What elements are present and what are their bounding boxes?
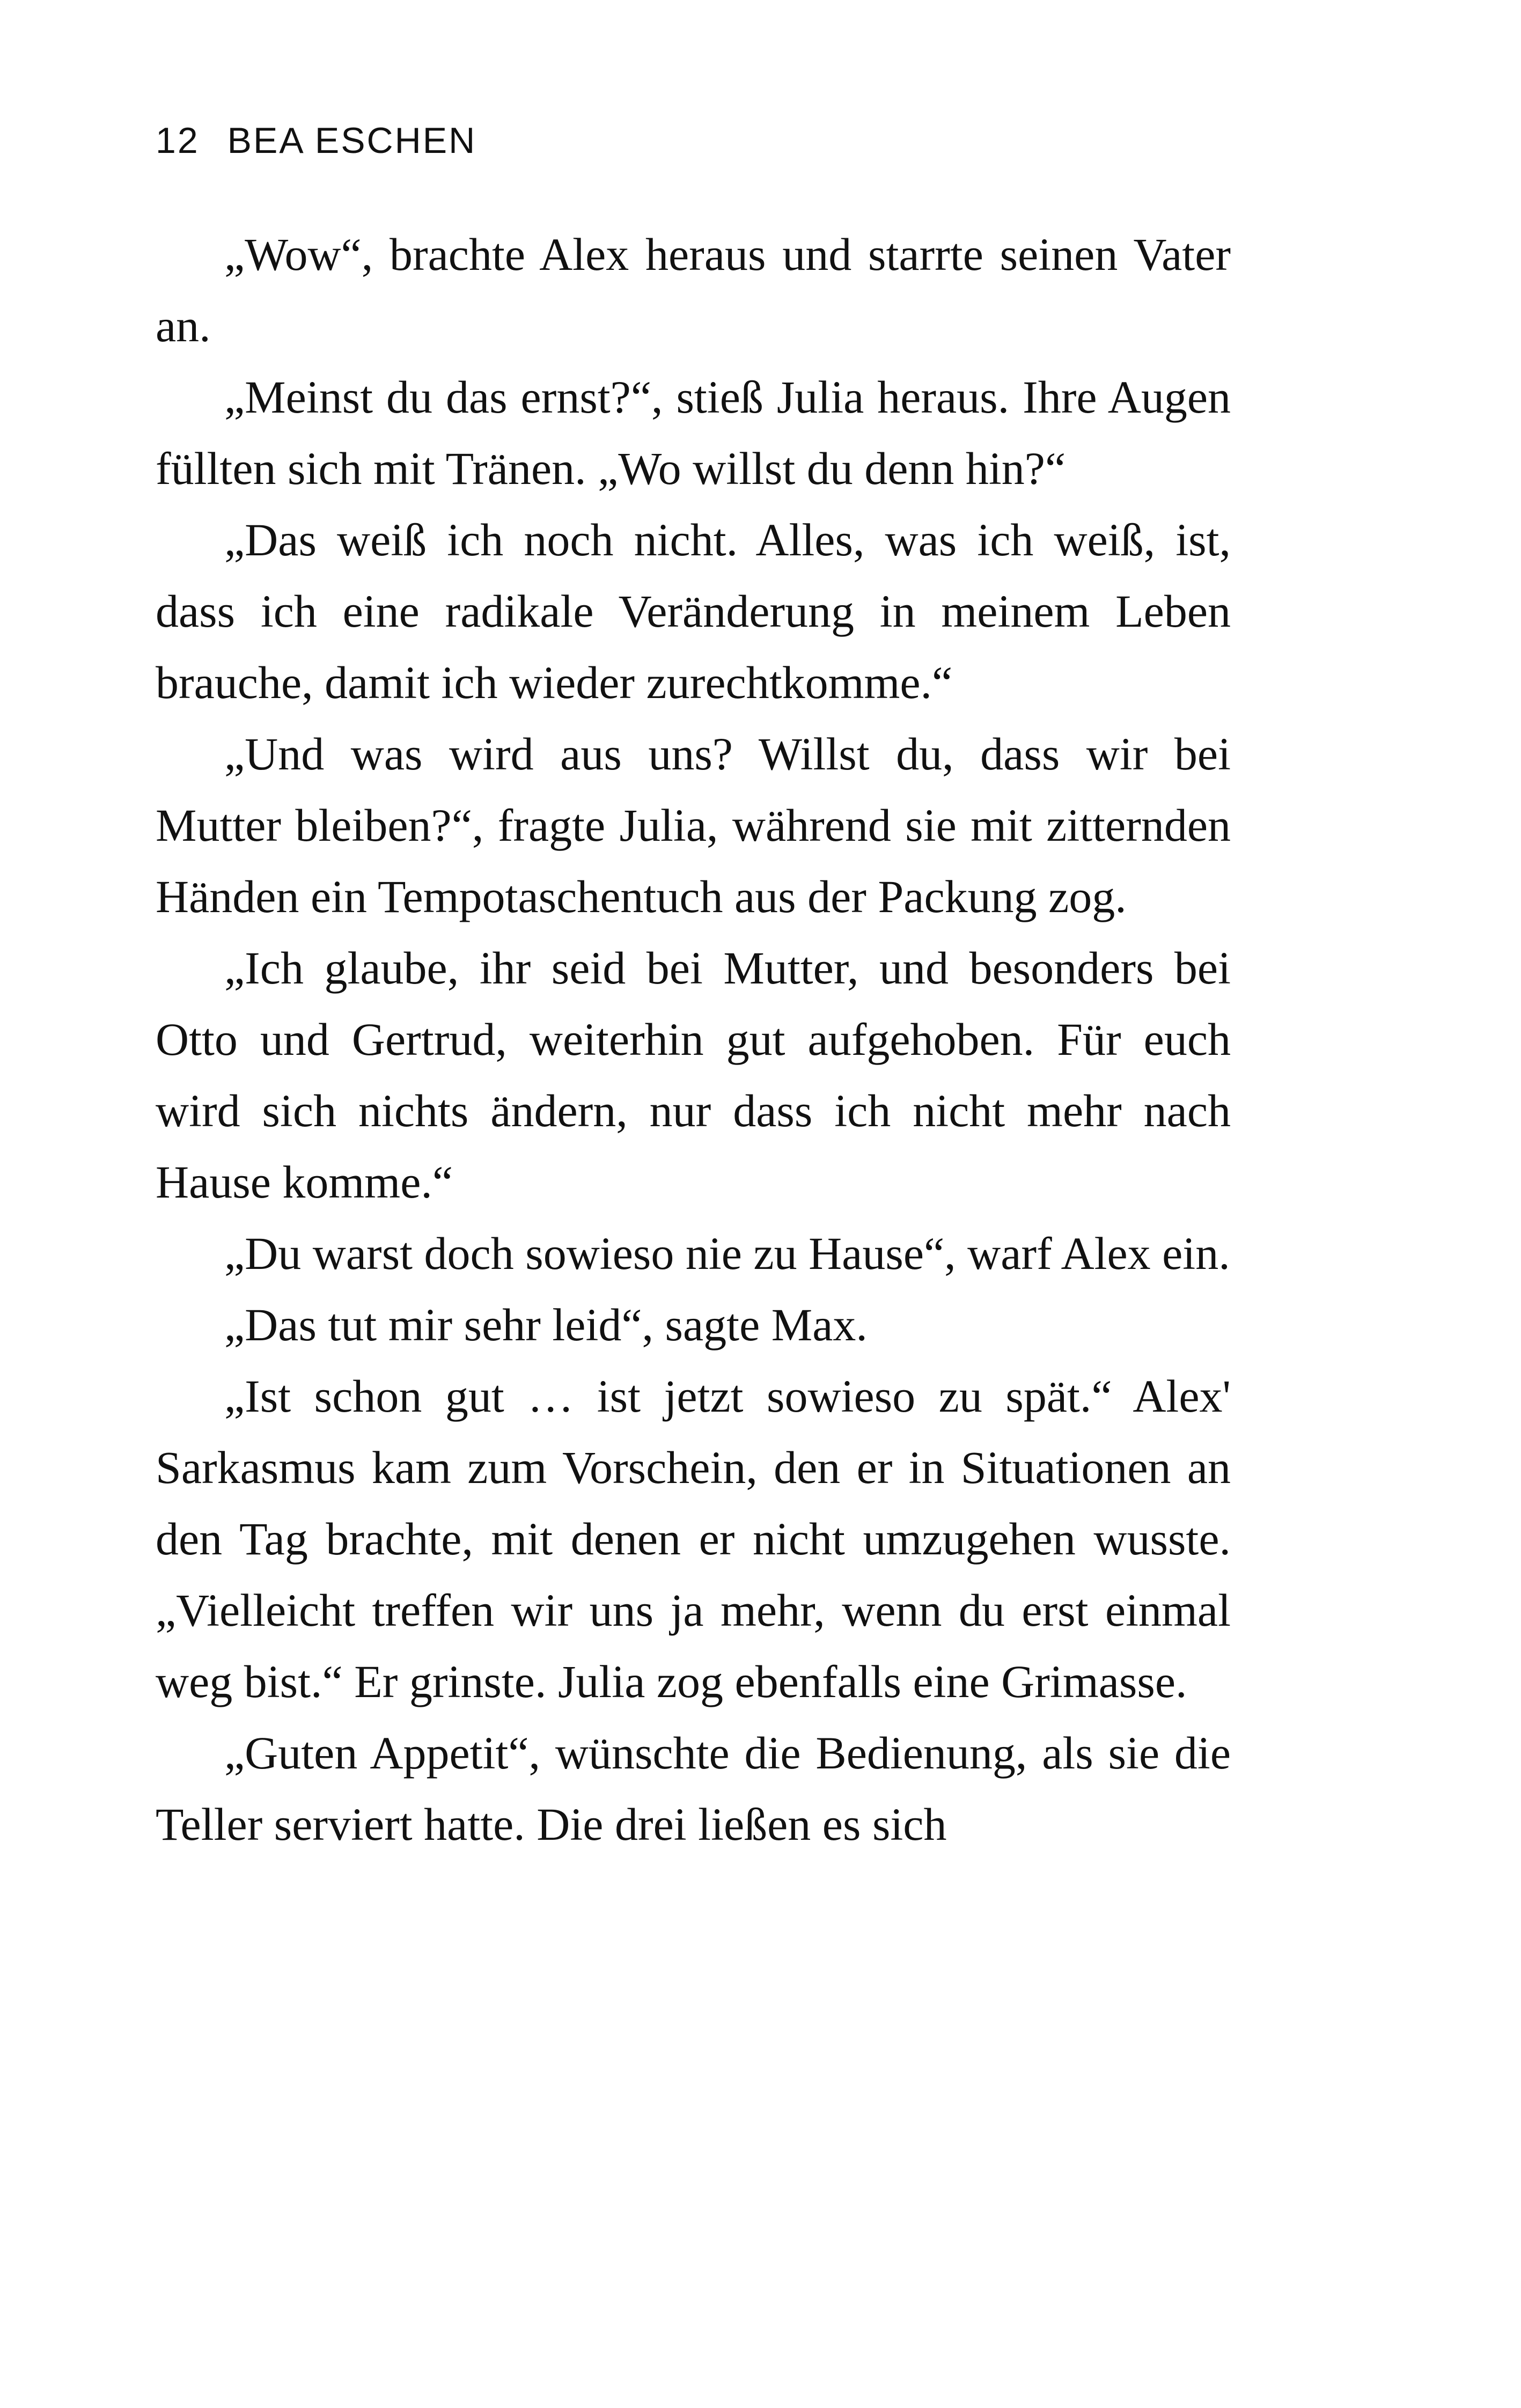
paragraph: „Wow“, brachte Alex heraus und starrte seinen Vater an. [156,229,1231,351]
paragraph: „Meinst du das ernst?“, stieß Julia heraus. Ihre Augen füllten sich mit Tränen. „Wo willst du denn hin?“ [156,371,1231,494]
paragraph: „Das weiß ich noch nicht. Alles, was ich weiß, ist, dass ich eine radikale Veränderung in meinem Leben brauche, damit ich wieder zurechtkomme.“ [156,514,1231,708]
paragraph: „Ist schon gut … ist jetzt sowieso zu spät.“ Alex' Sarkasmus kam zum Vorschein, den er in Situationen an den Tag brachte, mit denen er nicht umzugehen wusste. „Vielleicht treffen wir uns ja mehr, wenn du erst einmal weg bist.“ Er grinste. Julia zog ebenfalls eine Grimasse. [156,1370,1231,1707]
author-name: BEA ESCHEN [227,120,477,161]
paragraph: „Und was wird aus uns? Willst du, dass wir bei Mutter bleiben?“, fragte Julia, während sie mit zitternden Händen ein Tempotaschentuch aus der Packung zog. [156,728,1231,922]
running-header [156,122,476,159]
paragraph: „Ich glaube, ihr seid bei Mutter, und besonders bei Otto und Gertrud, weiterhin gut aufgehoben. Für euch wird sich nichts ändern, nur dass ich nicht mehr nach Hause komme.“ [156,942,1231,1208]
paragraph: „Du warst doch sowieso nie zu Hause“, warf Alex ein. [224,1228,1230,1279]
page-number: 12 [156,120,200,161]
paragraph: „Das tut mir sehr leid“, sagte Max. [224,1299,868,1350]
body-text [156,219,1231,1860]
paragraph-continued: „Guten Appetit“, wünschte die Bedienung, als sie die Teller serviert hatte. Die drei ließen es sich [156,1727,1231,1850]
